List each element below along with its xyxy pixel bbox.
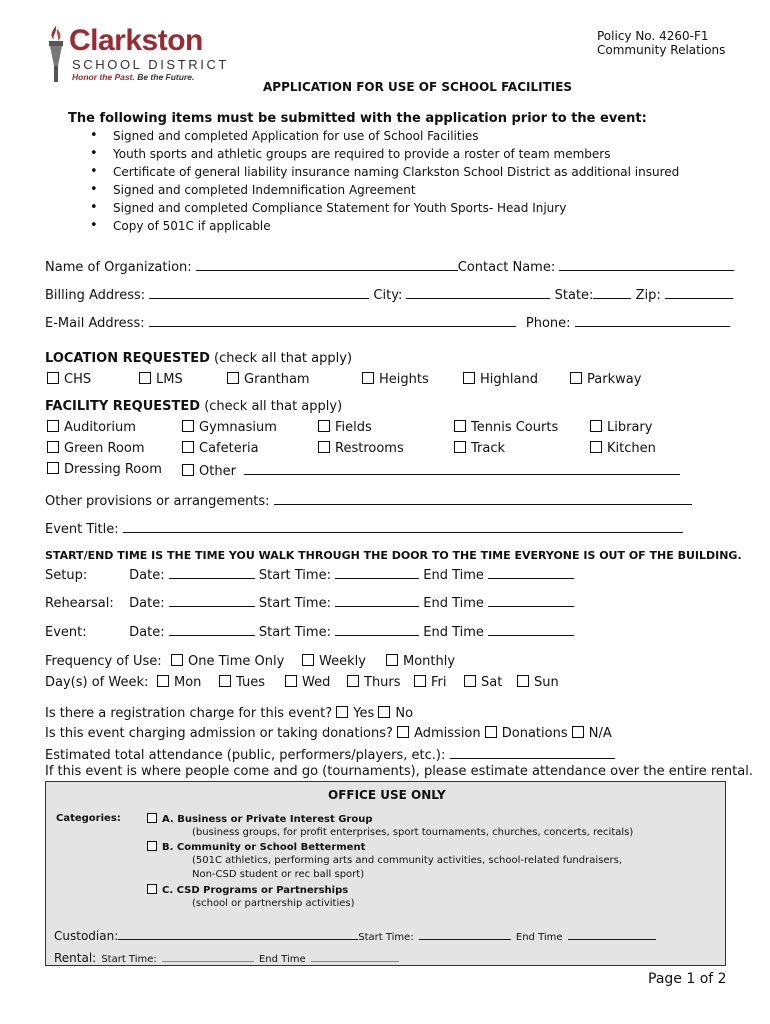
schedule-event [45,623,574,640]
location-note: (check all that apply) [214,351,353,366]
requirements-list [90,129,679,237]
facility-fields[interactable] [318,420,372,435]
admission-label: Is this event charging admission or taking donations? [45,726,393,741]
tournament-note: If this event is where people come and go (tournaments), please estimate attendance over the entire rental. [45,764,753,779]
setup-end-field[interactable] [488,566,574,579]
attendance-row [45,746,615,763]
facility-label: Dressing Room [64,462,162,477]
frequency-monthly[interactable] [386,654,455,669]
checkbox-icon[interactable] [590,420,602,432]
category-c[interactable] [147,884,348,896]
date-label: Date: [129,625,165,640]
phone-label: Phone: [525,316,571,331]
schedule-setup [45,566,574,583]
custodian-label: Custodian: [54,929,119,943]
city-field[interactable] [406,286,550,299]
start-time-label: Start Time: [258,596,331,611]
option-label: Admission [414,726,481,741]
day-thurs[interactable] [347,675,401,690]
option-label: Donations [501,726,568,741]
email-label: E-Mail Address: [45,316,145,331]
day-option: Tues [236,675,265,690]
category-c-label: C. CSD Programs or Partnerships [162,885,349,896]
option-label: No [395,706,414,721]
rental-end-label: End Time [258,954,306,965]
facility-library[interactable] [590,420,652,435]
facility-label: Restrooms [335,441,404,456]
rehearsal-start-field[interactable] [335,594,419,607]
facility-label: Tennis Courts [471,420,559,435]
location-heading [45,351,352,366]
requirement-item: • Signed and completed Indemnification Agreement [90,183,679,201]
requirement-item: • Signed and completed Compliance Statement for Youth Sports- Head Injury [90,201,679,219]
facility-other-field[interactable] [244,462,680,475]
day-option: Thurs [364,675,401,690]
phone-field[interactable] [575,314,730,327]
facility-label: Gymnasium [199,420,277,435]
checkbox-icon[interactable] [454,420,466,432]
event-end-field[interactable] [488,623,574,636]
office-use-box [45,781,726,966]
checkbox-icon[interactable] [182,441,194,453]
location-label: Highland [480,372,538,387]
location-label: CHS [64,372,92,387]
checkbox-icon[interactable] [318,420,330,432]
requirements-heading: The following items must be submitted with the application prior to the event: [68,111,647,126]
checkbox-icon[interactable] [362,372,374,384]
category-c-desc: (school or partnership activities) [192,898,355,909]
registration-no[interactable] [378,706,413,721]
facility-label: Auditorium [64,420,136,435]
schedule-rehearsal [45,594,574,611]
category-b[interactable] [147,841,365,853]
email-field[interactable] [149,314,516,327]
facility-auditorium[interactable] [47,420,136,435]
facility-other[interactable] [182,462,680,479]
frequency-label: Frequency of Use: [45,654,162,669]
day-option: Sat [481,675,503,690]
admission-option[interactable] [397,726,481,741]
schedule-row-label: Rehearsal: [45,596,114,611]
location-title: LOCATION REQUESTED [45,351,210,366]
day-tues[interactable] [219,675,265,690]
checkbox-icon[interactable] [147,884,157,894]
checkbox-icon[interactable] [147,841,157,851]
facility-tennis-courts[interactable] [454,420,558,435]
date-label: Date: [129,568,165,583]
checkbox-icon[interactable] [386,654,398,666]
location-highland[interactable] [463,372,538,387]
facility-restrooms[interactable] [318,441,404,456]
days-label: Day(s) of Week: [45,675,149,690]
frequency-option: One Time Only [188,654,285,669]
categories-label: Categories: [56,813,121,824]
donations-option[interactable] [485,726,568,741]
checkbox-icon[interactable] [347,675,359,687]
checkbox-icon[interactable] [182,464,194,476]
facility-label: Green Room [64,441,145,456]
day-sun[interactable] [517,675,559,690]
billing-address-field[interactable] [149,286,369,299]
tagline-b: Be the Future. [137,72,195,82]
event-date-field[interactable] [169,623,255,636]
category-b-label: B. Community or School Betterment [162,842,366,853]
rental-row [54,947,399,966]
requirement-item: • Signed and completed Application for use of School Facilities [90,129,679,147]
facility-green-room[interactable] [47,441,145,456]
option-label: Yes [353,706,375,721]
custodian-start-label: Start Time: [358,932,414,943]
checkbox-icon[interactable] [182,420,194,432]
custodian-row [54,925,656,944]
location-heights[interactable] [362,372,429,387]
office-heading: OFFICE USE ONLY [328,788,446,802]
day-fri[interactable] [414,675,447,690]
date-label: Date: [129,596,165,611]
checkbox-icon[interactable] [572,726,584,738]
other-provisions-row [45,492,692,509]
checkbox-icon[interactable] [157,675,169,687]
form-title: APPLICATION FOR USE OF SCHOOL FACILITIES [263,80,573,94]
email-row [45,314,730,331]
checkbox-icon[interactable] [454,441,466,453]
frequency-option: Monthly [403,654,456,669]
facility-label: Track [471,441,506,456]
facility-label: Cafeteria [199,441,259,456]
zip-field[interactable] [665,286,733,299]
rental-label: Rental: [54,951,97,965]
registration-label: Is there a registration charge for this event? [45,706,333,721]
schedule-row-label: Event: [45,625,87,640]
facility-track[interactable] [454,441,505,456]
custodian-end-field[interactable] [568,928,656,940]
page-number: Page 1 of 2 [648,971,727,987]
location-grantham[interactable] [227,372,310,387]
facility-cafeteria[interactable] [182,441,259,456]
org-name-label: Name of Organization: [45,260,192,275]
policy-number: Policy No. 4260-F1 [597,29,709,43]
time-notice: START/END TIME IS THE TIME YOU WALK THROUGH THE DOOR TO THE TIME EVERYONE IS OUT OF THE BUILDING. [45,549,742,562]
other-provisions-label: Other provisions or arrangements: [45,494,270,509]
checkbox-icon[interactable] [47,441,59,453]
schedule-row-label: Setup: [45,568,88,583]
billing-row [45,286,733,303]
registration-question [45,706,413,721]
requirement-item: • Certificate of general liability insurance naming Clarkston School District as additional insured [90,165,679,183]
torch-icon [45,24,67,84]
facility-note: (check all that apply) [204,399,343,414]
category-a-label: A. Business or Private Interest Group [162,814,373,825]
tagline-a: Honor the Past. [72,72,135,82]
facility-label: Library [607,420,653,435]
rehearsal-end-field[interactable] [488,594,574,607]
checkbox-icon[interactable] [570,372,582,384]
facility-title: FACILITY REQUESTED [45,399,201,414]
setup-start-field[interactable] [335,566,419,579]
facility-dressing-room[interactable] [47,462,162,477]
category-a-desc: (business groups, for profit enterprises, sport tournaments, churches, concerts, recitals) [192,827,634,838]
contact-name-field[interactable] [559,258,734,271]
admission-question [45,726,612,741]
end-time-label: End Time [423,568,484,583]
district-logo [45,22,245,84]
location-label: LMS [156,372,183,387]
rental-start-label: Start Time: [101,954,157,965]
location-parkway[interactable] [570,372,641,387]
zip-label: Zip: [635,288,661,303]
facility-heading [45,399,342,414]
checkbox-icon[interactable] [219,675,231,687]
na-option[interactable] [572,726,612,741]
state-field[interactable] [593,286,631,299]
checkbox-icon[interactable] [485,726,497,738]
checkbox-icon[interactable] [463,372,475,384]
logo-name: Clarkston [69,24,203,57]
billing-address-label: Billing Address: [45,288,146,303]
category-b-desc-1: (501C athletics, performing arts and community activities, school-related fundraisers, [192,855,622,866]
rental-start-field[interactable] [162,950,254,962]
attendance-label: Estimated total attendance (public, performers/players, etc.): [45,748,446,763]
day-option: Mon [174,675,202,690]
logo-district: SCHOOL DISTRICT [72,57,229,72]
category-a[interactable] [147,813,373,825]
checkbox-icon[interactable] [414,675,426,687]
event-title-label: Event Title: [45,522,119,537]
event-start-field[interactable] [335,623,419,636]
checkbox-icon[interactable] [517,675,529,687]
day-option: Wed [302,675,331,690]
event-title-field[interactable] [123,520,683,533]
facility-label: Fields [335,420,372,435]
frequency-weekly[interactable] [302,654,366,669]
state-label: State: [554,288,594,303]
contact-name-label: Contact Name: [457,260,556,275]
end-time-label: End Time [423,596,484,611]
day-option: Fri [431,675,447,690]
checkbox-icon[interactable] [227,372,239,384]
day-mon[interactable] [157,675,201,690]
facility-kitchen[interactable] [590,441,656,456]
option-label: N/A [588,726,612,741]
requirement-item: • Copy of 501C if applicable [90,219,679,237]
checkbox-icon[interactable] [47,420,59,432]
checkbox-icon[interactable] [47,372,59,384]
checkbox-icon[interactable] [464,675,476,687]
facility-gymnasium[interactable] [182,420,277,435]
location-label: Heights [379,372,429,387]
checkbox-icon[interactable] [285,675,297,687]
org-name-field[interactable] [196,258,458,271]
start-time-label: Start Time: [258,568,331,583]
day-sat[interactable] [464,675,502,690]
custodian-end-label: End Time [515,932,563,943]
checkbox-icon[interactable] [378,706,390,718]
facility-label: Kitchen [607,441,656,456]
checkbox-icon[interactable] [147,813,157,823]
custodian-start-field[interactable] [419,928,511,940]
checkbox-icon[interactable] [302,654,314,666]
requirement-item: • Youth sports and athletic groups are required to provide a roster of team members [90,147,679,165]
location-label: Parkway [587,372,642,387]
checkbox-icon[interactable] [397,726,409,738]
location-label: Grantham [244,372,310,387]
end-time-label: End Time [423,625,484,640]
location-chs[interactable] [47,372,91,387]
other-provisions-field[interactable] [274,492,692,505]
checkbox-icon[interactable] [318,441,330,453]
attendance-field[interactable] [450,746,615,759]
event-title-row [45,520,683,537]
category-b-desc-2: Non-CSD student or rec ball sport) [192,869,365,880]
checkbox-icon[interactable] [590,441,602,453]
start-time-label: Start Time: [258,625,331,640]
org-name-row [45,258,734,275]
policy-department: Community Relations [597,43,726,57]
facility-label: Other [199,464,236,479]
location-lms[interactable] [139,372,183,387]
checkbox-icon[interactable] [139,372,151,384]
setup-date-field[interactable] [169,566,255,579]
registration-yes[interactable] [336,706,374,721]
rehearsal-date-field[interactable] [169,594,255,607]
checkbox-icon[interactable] [171,654,183,666]
rental-end-field[interactable] [311,950,399,962]
frequency-option: Weekly [319,654,366,669]
day-option: Sun [534,675,559,690]
city-label: City: [373,288,403,303]
day-wed[interactable] [285,675,330,690]
checkbox-icon[interactable] [336,706,348,718]
logo-tagline [72,72,194,82]
custodian-field[interactable] [118,928,358,940]
checkbox-icon[interactable] [47,462,59,474]
frequency-one-time[interactable] [171,654,284,669]
